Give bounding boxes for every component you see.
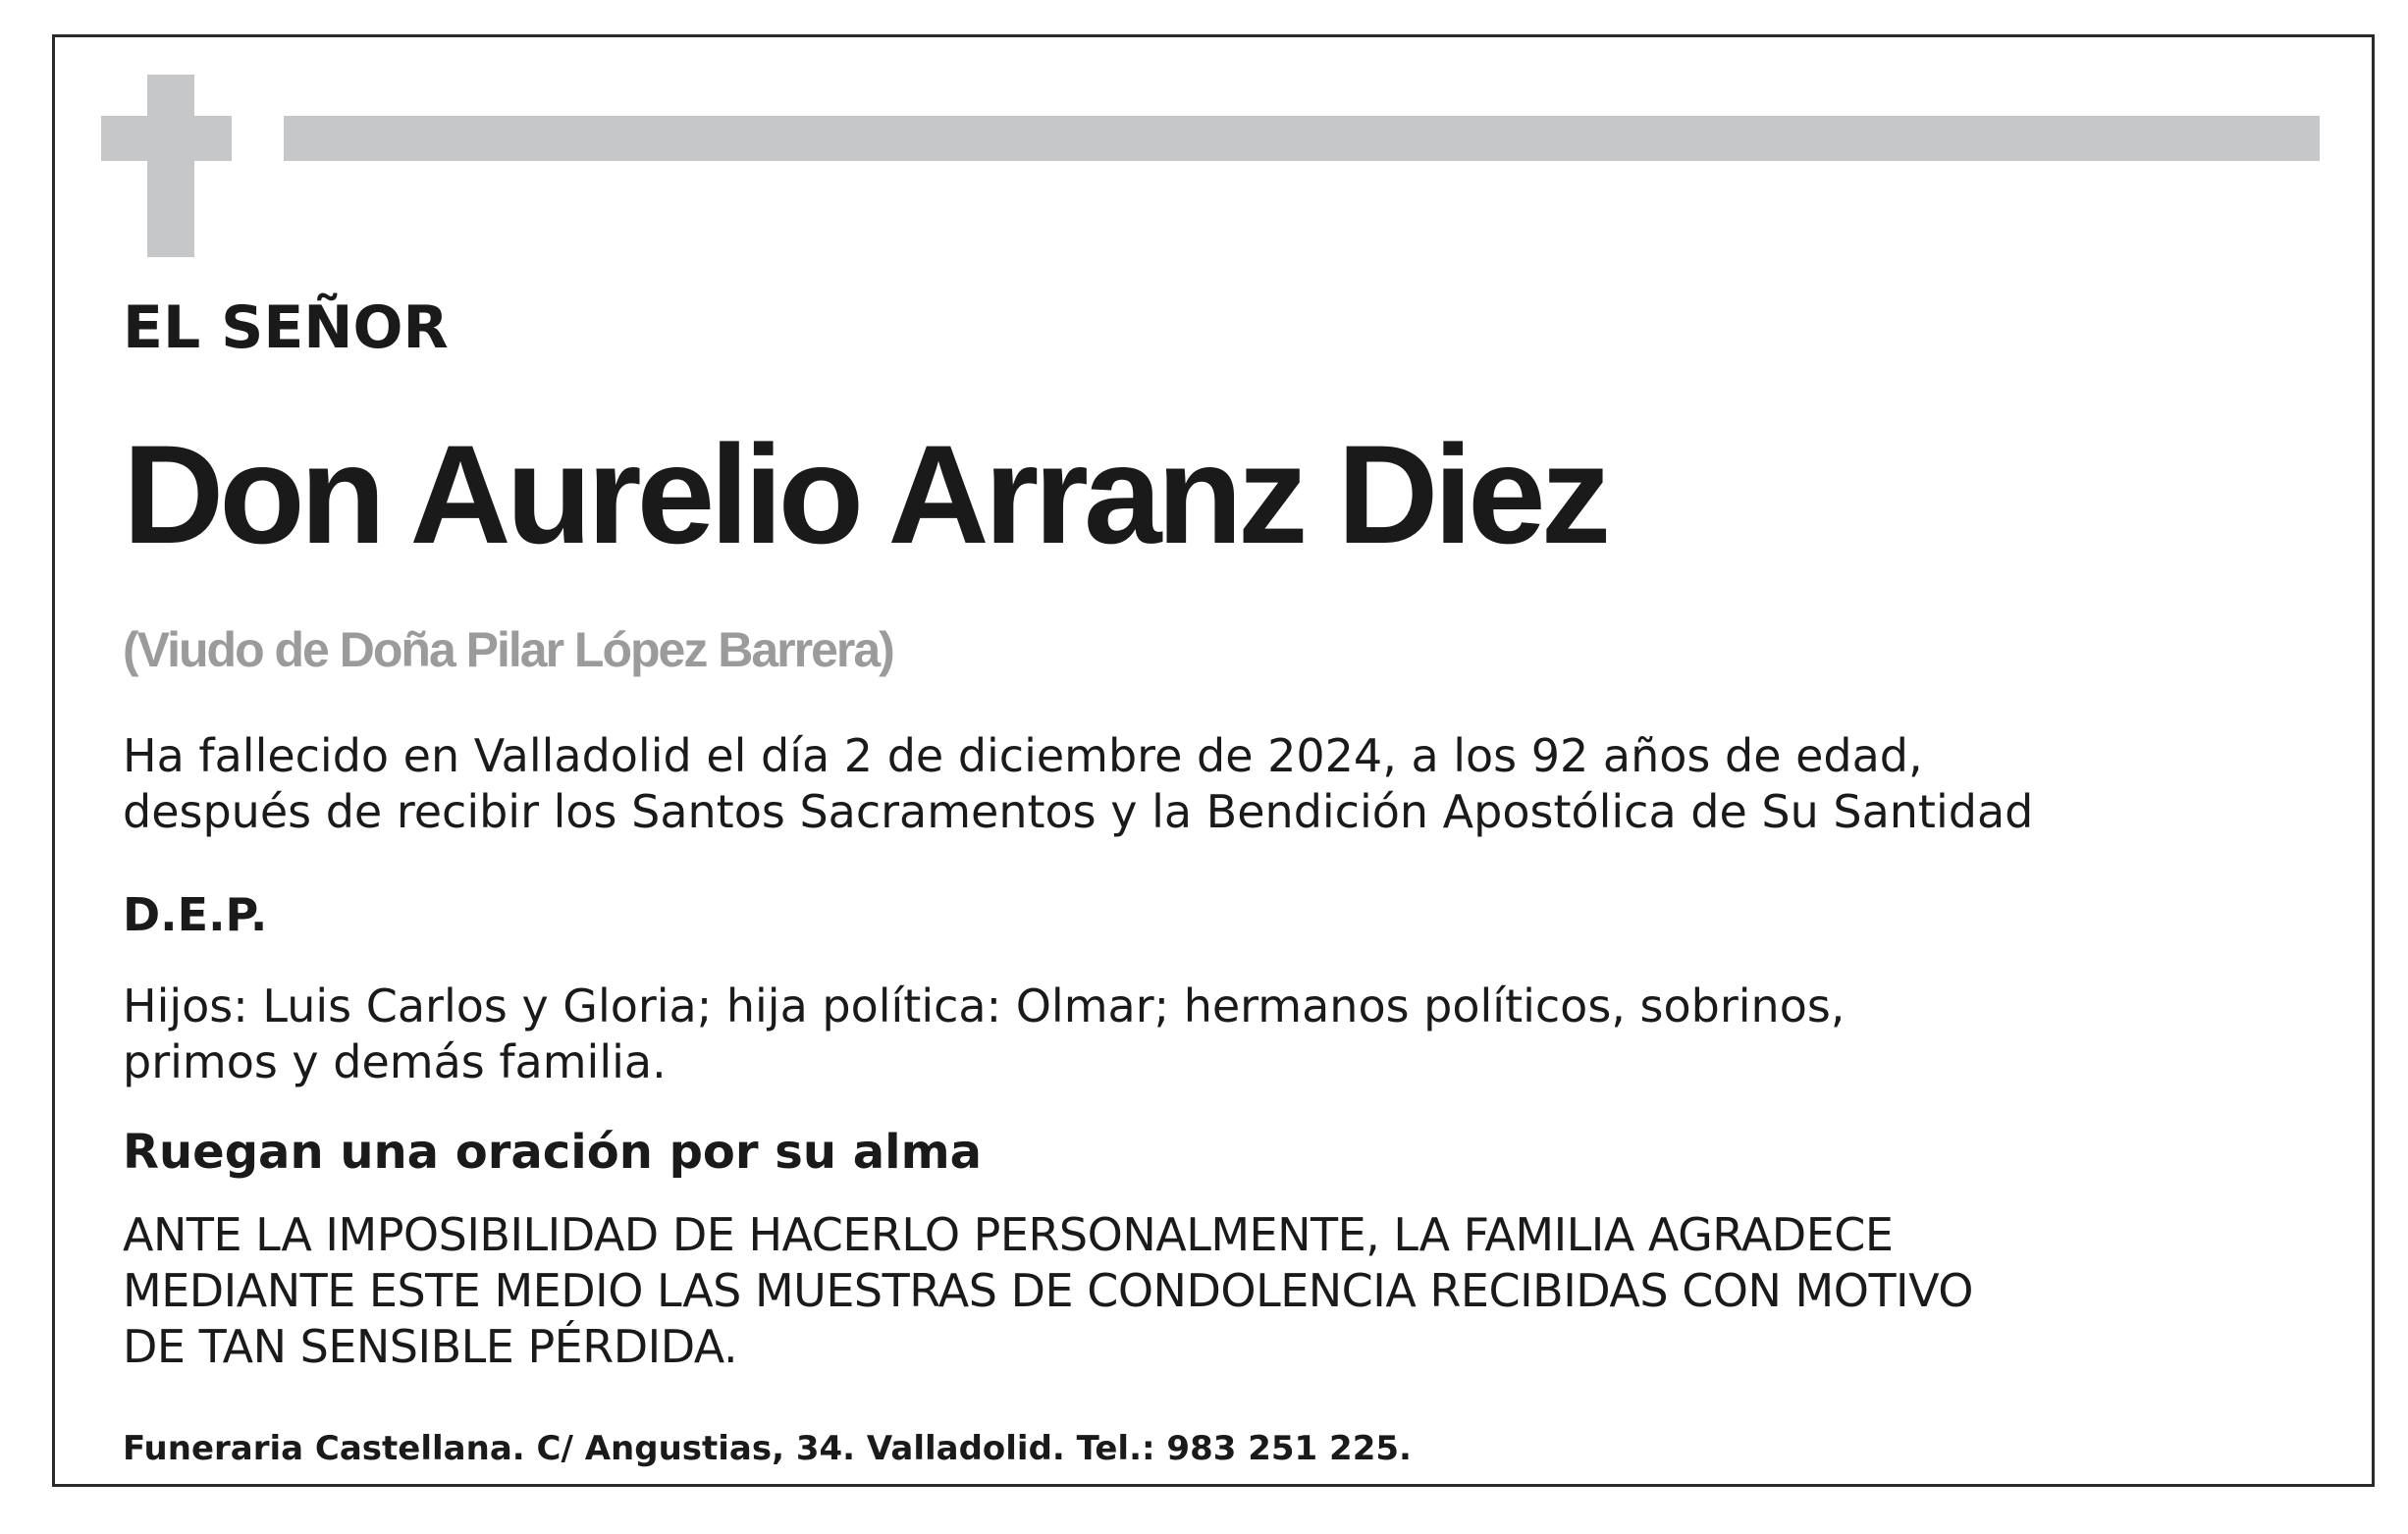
family-line-1: Hijos: Luis Carlos y Gloria; hija política: Olmar; hermanos políticos, sobrinos, xyxy=(123,979,1846,1032)
widow-note: (Viudo de Doña Pilar López Barrera) xyxy=(123,622,893,677)
thanks-line-3: DE TAN SENSIBLE PÉRDIDA. xyxy=(123,1320,738,1373)
family-line-2: primos y demás familia. xyxy=(123,1035,667,1088)
thanks-message xyxy=(123,1207,1973,1375)
prayer-request: Ruegan una oración por su alma xyxy=(123,1125,982,1180)
cross-vertical-bar xyxy=(147,75,194,257)
death-line-2: después de recibir los Santos Sacramentos y la Bendición Apostólica de Su Santidad xyxy=(123,785,2034,838)
death-line-1: Ha fallecido en Valladolid el día 2 de diciembre de 2024, a los 92 años de edad, xyxy=(123,729,1923,782)
family-list xyxy=(123,979,1845,1090)
cross-horizontal-bar xyxy=(101,116,232,161)
deceased-name: Don Aurelio Arranz Diez xyxy=(123,417,1607,573)
thanks-line-1: ANTE LA IMPOSIBILIDAD DE HACERLO PERSONALMENTE, LA FAMILIA AGRADECE xyxy=(123,1208,1894,1261)
thanks-line-2: MEDIANTE ESTE MEDIO LAS MUESTRAS DE CONDOLENCIA RECIBIDAS CON MOTIVO xyxy=(123,1264,1973,1317)
funeral-home-info: Funeraria Castellana. C/ Angustias, 34. Valladolid. Tel.: 983 251 225. xyxy=(123,1429,1412,1468)
death-announcement xyxy=(123,728,2033,840)
honorific-title: EL SEÑOR xyxy=(123,293,449,362)
dep-abbreviation: D.E.P. xyxy=(123,888,268,941)
header-rule xyxy=(284,116,2320,161)
